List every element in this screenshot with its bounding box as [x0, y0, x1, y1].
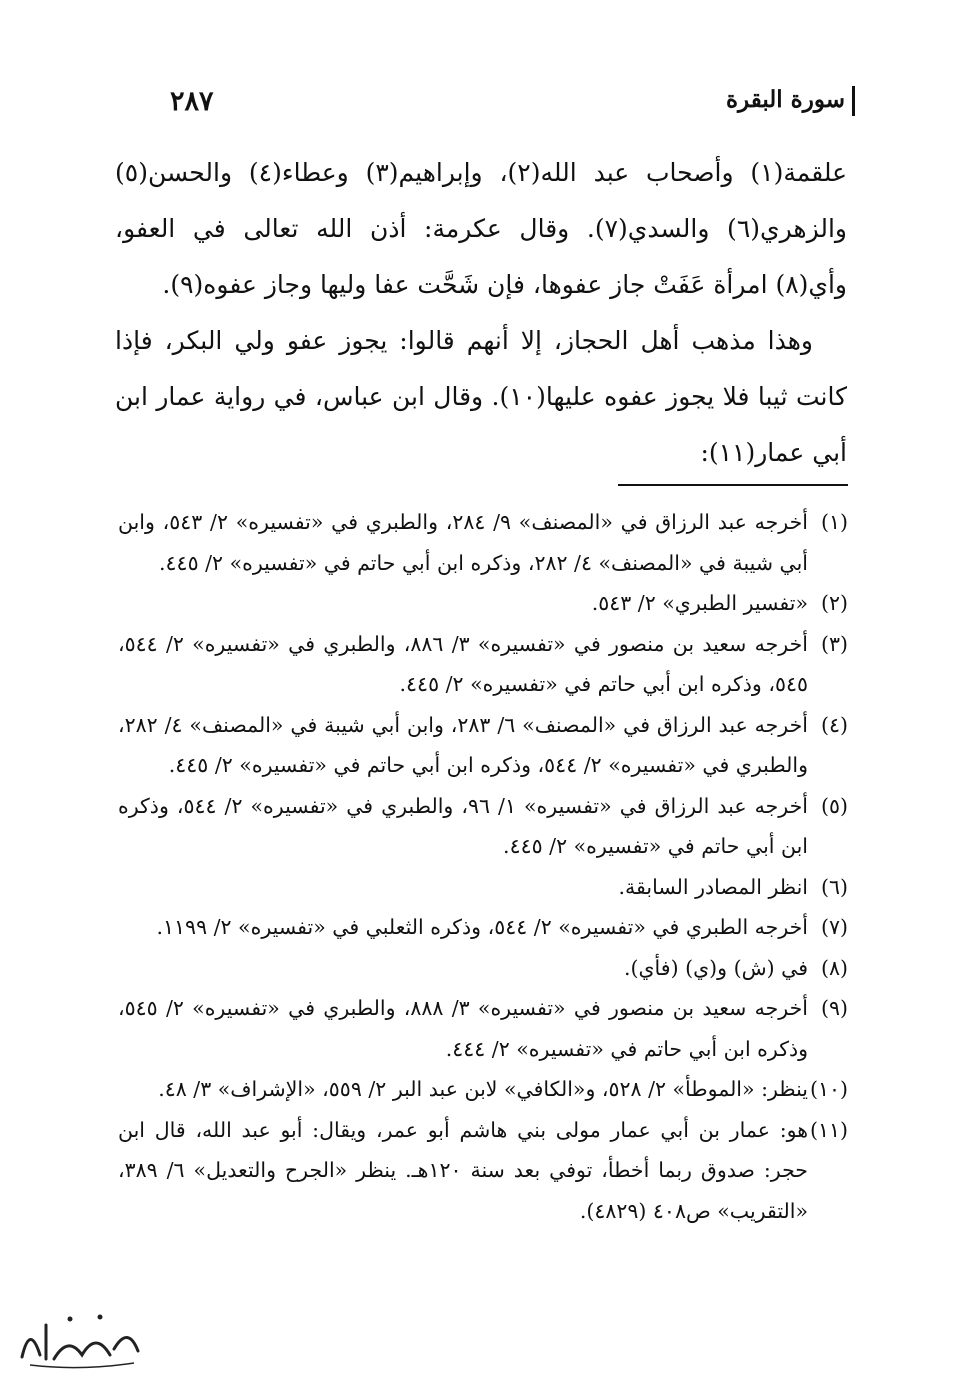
footnote-item — [118, 1069, 848, 1110]
footnote-item — [118, 705, 848, 786]
footnote-item — [118, 502, 848, 583]
footnote-number: (٦) — [820, 874, 848, 899]
footnote-number: (٢) — [820, 591, 848, 615]
footnote-item — [118, 624, 848, 705]
footnotes-list — [118, 502, 848, 1231]
footnote-text: هو: عمار بن أبي عمار مولى بني هاشم أبو عمر، ويقال: أبو عبد الله، قال ابن حجر: صدوق ربما أخطأ، توفي بعد سنة ١٢٠هـ. ينظر «الجرح والتعديل» ٦/ ٣٨٩، «التقريب» ص٤٠٨ (٤٨٢٩). — [118, 1117, 808, 1223]
footnote-number: (٧) — [820, 915, 848, 939]
footnote-text: أخرجه سعيد بن منصور في «تفسيره» ٣/ ٨٨٦، والطبري في «تفسيره» ٢/ ٥٤٤، ٥٤٥، وذكره ابن أبي حاتم في «تفسيره» ٢/ ٤٤٥. — [118, 631, 808, 696]
footnote-text: ينظر: «الموطأ» ٢/ ٥٢٨، و«الكافي» لابن عبد البر ٢/ ٥٥٩، «الإشراف» ٣/ ٤٨. — [158, 1077, 808, 1101]
footnote-item — [118, 583, 848, 624]
footnote-number: (١) — [820, 510, 848, 534]
footnote-text: أخرجه عبد الرزاق في «تفسيره» ١/ ٩٦، والطبري في «تفسيره» ٢/ ٥٤٤، وذكره ابن أبي حاتم في «تفسيره» ٢/ ٤٤٥. — [118, 793, 808, 858]
paragraph-1: علقمة(١) وأصحاب عبد الله(٢)، وإبراهيم(٣) وعطاء(٤) والحسن(٥) والزهري(٦) والسدي(٧). وقال عكرمة: أذن الله تعالى في العفو، وأي(٨) امرأة عَفَتْ جاز عفوها، فإن شَحَّت عفا وليها وجاز عفوه(٩). — [115, 158, 848, 299]
footnote-number: (٥) — [820, 793, 848, 818]
footnote-number: (٨) — [820, 955, 848, 980]
header-vertical-rule — [852, 86, 855, 116]
footnote-number: (٤) — [820, 712, 848, 737]
footnote-text: أخرجه عبد الرزاق في «المصنف» ٩/ ٢٨٤، والطبري في «تفسيره» ٢/ ٥٤٣، وابن أبي شيبة في «المصنف» ٤/ ٢٨٢، وذكره ابن أبي حاتم في «تفسيره» ٢/ ٤٤٥. — [118, 510, 808, 575]
footnote-item — [118, 948, 848, 989]
main-text — [115, 145, 847, 481]
watermark-logo — [10, 1305, 150, 1375]
page-header — [170, 86, 845, 126]
footnote-number: (١٠) — [809, 1077, 848, 1101]
footnote-item — [118, 1110, 848, 1232]
footnote-number: (١١) — [809, 1117, 848, 1142]
footnote-number: (٩) — [820, 996, 848, 1020]
footnote-item — [118, 907, 848, 948]
footnote-text: في (ش) و(ي) (فأي). — [624, 955, 808, 980]
surah-title: سورة البقرة — [725, 86, 845, 113]
footnote-text: أخرجه عبد الرزاق في «المصنف» ٦/ ٢٨٣، وابن أبي شيبة في «المصنف» ٤/ ٢٨٢، والطبري في «تفسيره» ٢/ ٥٤٤، وذكره ابن أبي حاتم في «تفسيره» ٢/ ٤٤٥. — [118, 712, 808, 777]
footnote-text: «تفسير الطبري» ٢/ ٥٤٣. — [591, 591, 808, 615]
footnote-separator — [618, 484, 848, 486]
footnote-number: (٣) — [820, 631, 848, 656]
page-number: ٢٨٧ — [170, 86, 214, 117]
footnote-item — [118, 988, 848, 1069]
footnote-text: أخرجه الطبري في «تفسيره» ٢/ ٥٤٤، وذكره الثعلبي في «تفسيره» ٢/ ١١٩٩. — [156, 915, 808, 939]
footnote-item — [118, 867, 848, 908]
footnote-text: أخرجه سعيد بن منصور في «تفسيره» ٣/ ٨٨٨، والطبري في «تفسيره» ٢/ ٥٤٥، وذكره ابن أبي حاتم في «تفسيره» ٢/ ٤٤٤. — [118, 996, 808, 1061]
paragraph-2: وهذا مذهب أهل الحجاز، إلا أنهم قالوا: يجوز عفو ولي البكر، فإذا كانت ثيبا فلا يجوز عفوه عليها(١٠). وقال ابن عباس، في رواية عمار ابن أبي عمار(١١): — [115, 326, 847, 467]
footnote-item — [118, 786, 848, 867]
footnote-text: انظر المصادر السابقة. — [618, 874, 808, 899]
